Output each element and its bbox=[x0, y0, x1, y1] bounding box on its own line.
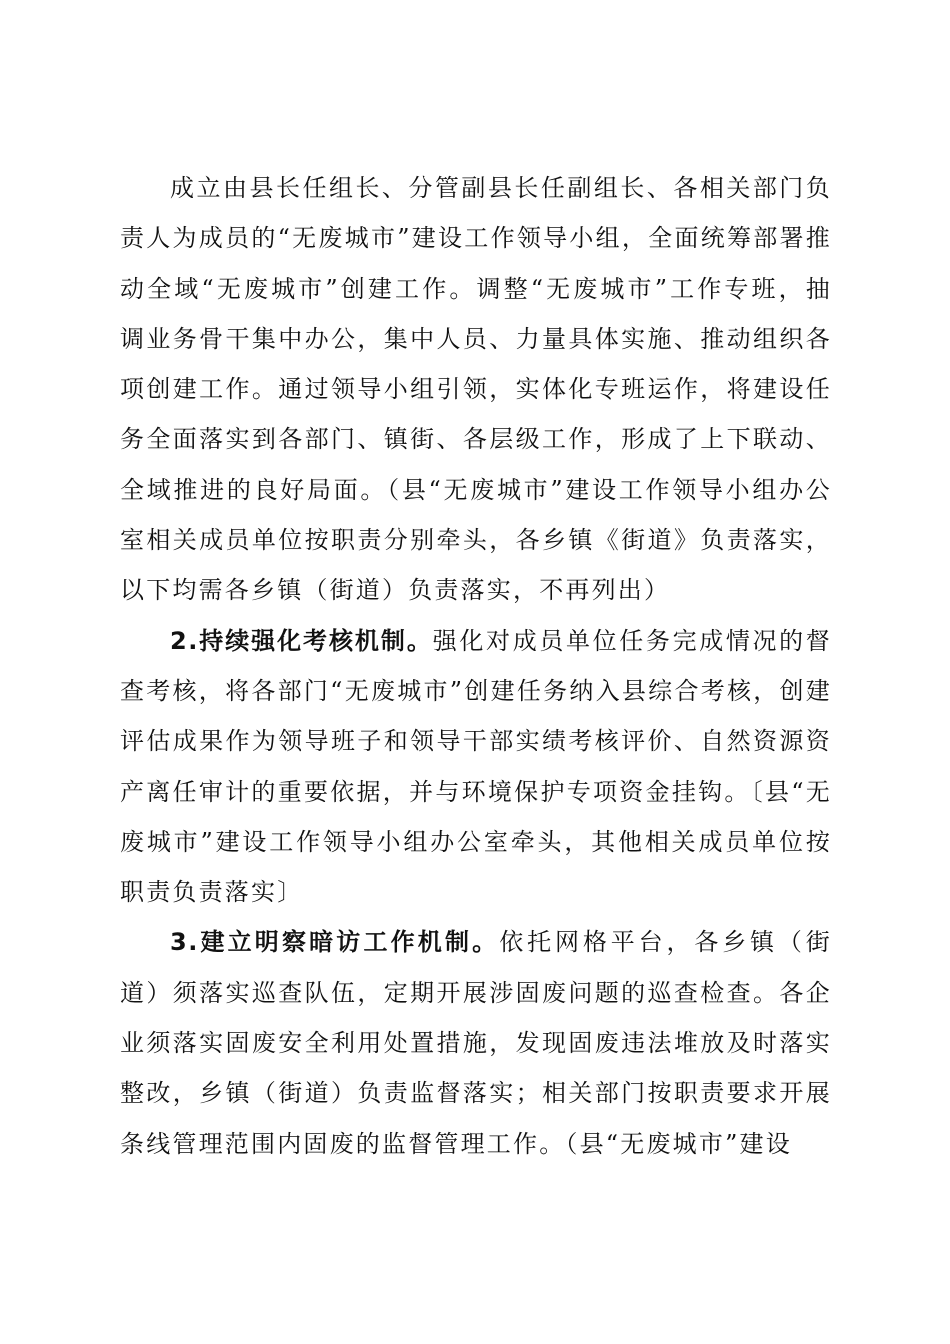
paragraph-2 bbox=[120, 616, 832, 918]
paragraph-1-text: 成立由县长任组长、分管副县长任副组长、各相关部门负责人为成员的“无废城市”建设工作领导小组，全面统筹部署推动全域“无废城市”创建工作。调整“无废城市”工作专班，抽调业务骨干集中办公，集中人员、力量具体实施、推动组织各项创建工作。通过领导小组引领，实体化专班运作，将建设任务全面落实到各部门、镇街、各层级工作，形成了上下联动、全域推进的良好局面。（县“无废城市”建设工作领导小组办公室相关成员单位按职责分别牵头，各乡镇《街道》负责落实，以下均需各乡镇（街道）负责落实，不再列出） bbox=[120, 174, 832, 605]
paragraph-2-heading: 2.持续强化考核机制。 bbox=[170, 626, 433, 655]
paragraph-3-text: 依托网格平台，各乡镇（街道）须落实巡查队伍，定期开展涉固废问题的巡查检查。各企业须落实固废安全利用处置措施，发现固废违法堆放及时落实整改，乡镇（街道）负责监督落实；相关部门按职责要求开展条线管理范围内固废的监督管理工作。（县“无废城市”建设 bbox=[120, 928, 832, 1158]
paragraph-2-text: 强化对成员单位任务完成情况的督查考核，将各部门“无废城市”创建任务纳入县综合考核，创建评估成果作为领导班子和领导干部实绩考核评价、自然资源资产离任审计的重要依据，并与环境保护专项资金挂钩。〔县“无废城市”建设工作领导小组办公室牵头，其他相关成员单位按职责负责落实〕 bbox=[120, 626, 832, 907]
paragraph-1 bbox=[120, 163, 832, 616]
document-body bbox=[120, 163, 832, 1169]
paragraph-3-heading: 3.建立明察暗访工作机制。 bbox=[170, 928, 500, 957]
paragraph-3 bbox=[120, 917, 832, 1168]
